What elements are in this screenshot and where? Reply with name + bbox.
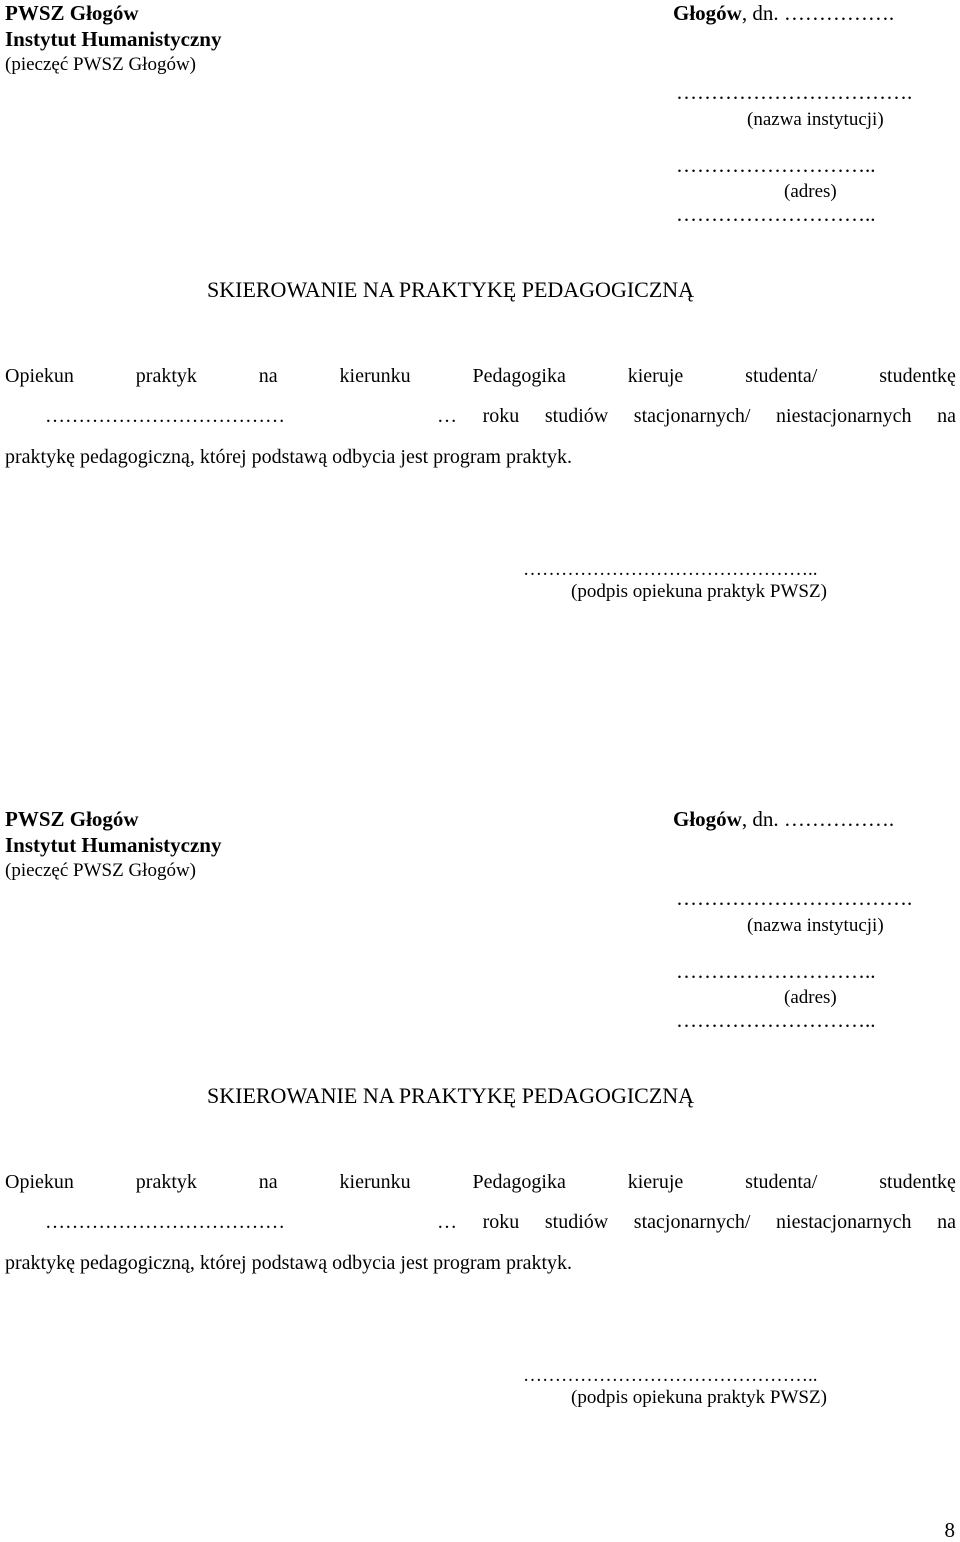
referral-form <box>0 0 960 640</box>
paragraph-word: niestacjonarnych <box>776 1211 912 1233</box>
signature-caption: (podpis opiekuna praktyk PWSZ) <box>571 581 827 602</box>
address-field-dots: ……………………….. <box>676 153 876 177</box>
date-line <box>673 809 894 830</box>
institution-field-caption: (nazwa instytucji) <box>747 109 884 130</box>
paragraph-line-3: praktykę pedagogiczną, której podstawą odbycia jest program praktyk. <box>5 446 573 468</box>
paragraph-word: studenta/ <box>745 1171 818 1193</box>
paragraph-word: na <box>258 365 278 387</box>
date-field: , dn. ……………. <box>741 807 895 831</box>
address-field-caption: (adres) <box>784 181 837 202</box>
paragraph-word: kieruje <box>627 365 684 387</box>
stamp-note: (pieczęć PWSZ Głogów) <box>5 54 196 75</box>
paragraph-word: na <box>258 1171 278 1193</box>
signature-dots: ……………………………………….. <box>523 559 818 580</box>
paragraph-word: na <box>937 1211 956 1233</box>
paragraph-word: kierunku <box>339 365 411 387</box>
paragraph-word: Pedagogika <box>472 365 566 387</box>
paragraph-word: na <box>937 405 956 427</box>
paragraph-word: … <box>437 1211 457 1233</box>
paragraph-word: studiów <box>544 405 609 427</box>
address-field-dots-second: ……………………….. <box>676 202 876 226</box>
institution-name: PWSZ Głogów <box>5 807 139 831</box>
date-field: , dn. ……………. <box>741 1 895 25</box>
paragraph-word: roku <box>482 405 520 427</box>
institution-field-dots: ……………………………. <box>676 886 913 910</box>
paragraph-word: stacjonarnych/ <box>633 405 751 427</box>
paragraph-word: Pedagogika <box>472 1171 566 1193</box>
paragraph-word: studentkę <box>879 365 956 387</box>
institute-name: Instytut Humanistyczny <box>5 27 222 51</box>
address-field-dots-second: ……………………….. <box>676 1008 876 1032</box>
page-number: 8 <box>944 1518 955 1542</box>
place-name: Głogów <box>673 1 742 25</box>
paragraph-word: praktyk <box>135 1171 197 1193</box>
referral-form <box>0 806 960 1446</box>
paragraph-word: stacjonarnych/ <box>633 1211 751 1233</box>
paragraph-line-3: praktykę pedagogiczną, której podstawą odbycia jest program praktyk. <box>5 1252 573 1274</box>
institution-name: PWSZ Głogów <box>5 1 139 25</box>
paragraph-word: niestacjonarnych <box>776 405 912 427</box>
institution-field-caption: (nazwa instytucji) <box>747 915 884 936</box>
study-year-text <box>437 406 956 426</box>
date-line <box>673 3 894 24</box>
paragraph-line-1 <box>5 1172 956 1192</box>
paragraph-word: roku <box>482 1211 520 1233</box>
address-field-caption: (adres) <box>784 987 837 1008</box>
paragraph-word: studentkę <box>879 1171 956 1193</box>
paragraph-word: Opiekun <box>5 365 74 387</box>
document-title: SKIEROWANIE NA PRAKTYKĘ PEDAGOGICZNĄ <box>207 277 695 302</box>
signature-dots: ……………………………………….. <box>523 1365 818 1386</box>
paragraph-word: praktyk <box>135 365 197 387</box>
paragraph-word: … <box>437 405 457 427</box>
stamp-note: (pieczęć PWSZ Głogów) <box>5 860 196 881</box>
institution-field-dots: ……………………………. <box>676 80 913 104</box>
place-name: Głogów <box>673 807 742 831</box>
address-field-dots: ……………………….. <box>676 959 876 983</box>
study-year-text <box>437 1212 956 1232</box>
paragraph-line-1 <box>5 366 956 386</box>
document-title: SKIEROWANIE NA PRAKTYKĘ PEDAGOGICZNĄ <box>207 1083 695 1108</box>
paragraph-word: Opiekun <box>5 1171 74 1193</box>
paragraph-word: studenta/ <box>745 365 818 387</box>
paragraph-word: kieruje <box>627 1171 684 1193</box>
signature-caption: (podpis opiekuna praktyk PWSZ) <box>571 1387 827 1408</box>
institute-name: Instytut Humanistyczny <box>5 833 222 857</box>
paragraph-word: studiów <box>544 1211 609 1233</box>
student-name-dots: ……………………………… <box>45 1211 285 1233</box>
paragraph-word: kierunku <box>339 1171 411 1193</box>
student-name-dots: ……………………………… <box>45 405 285 427</box>
